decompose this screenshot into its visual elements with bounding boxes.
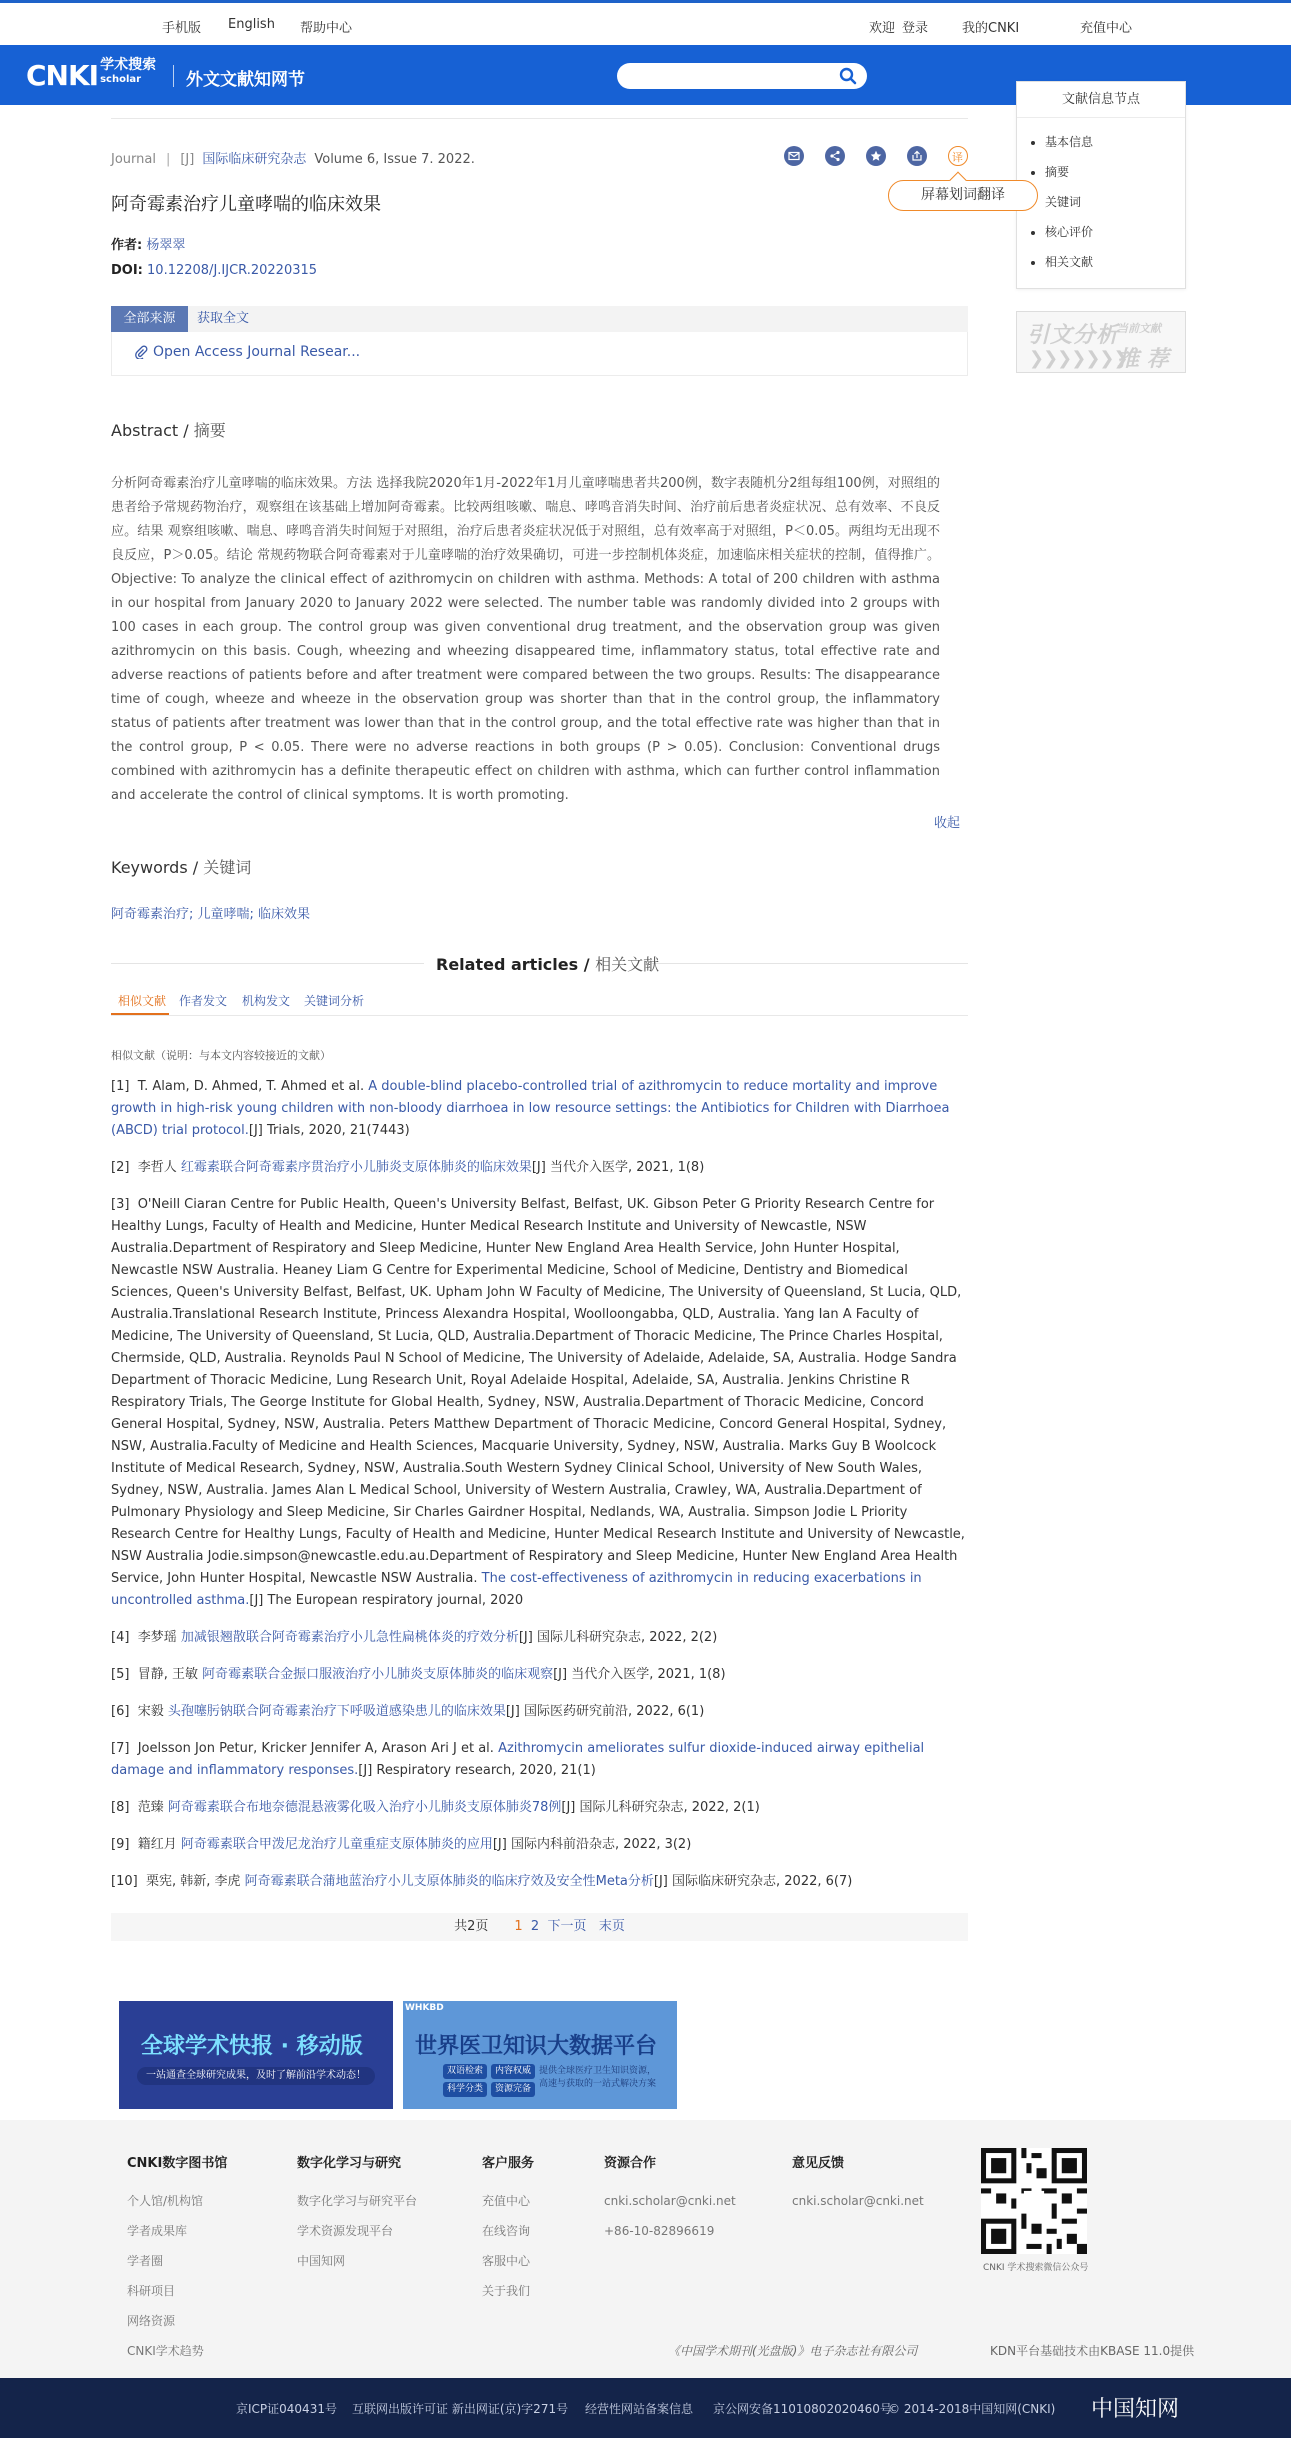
ref-title-link[interactable]: 红霉素联合阿奇霉素序贯治疗小儿肺炎支原体肺炎的临床效果 [180,1160,532,1175]
total-pages: 共2页 [454,1919,489,1934]
export-icon[interactable] [907,146,927,166]
page-1[interactable]: 1 [514,1919,523,1934]
footer-link[interactable]: 关于我们 [482,2284,531,2298]
footer-link: +86-10-82896619 [604,2224,715,2238]
banner2-feature: 内容权威 [491,2064,535,2079]
top-bar [0,3,1291,45]
translate-tooltip: 屏幕划词翻译 [888,180,1038,211]
sidebar-item-related[interactable]: 相关文献 [1031,247,1185,277]
footer-heading: 意见反馈 [792,2156,845,2171]
list-item: [2] 李哲人 红霉素联合阿奇霉素序贯治疗小儿肺炎支原体肺炎的临床效果[J] 当代介入医学, 2021, 1(8) [111,1160,705,1175]
page-2[interactable]: 2 [530,1919,540,1934]
footer-link[interactable]: cnki.scholar@cnki.net [792,2194,924,2208]
similar-note: 相似文献（说明：与本文内容较接近的文献） [111,1049,331,1062]
list-item: [7] Joelsson Jon Petur, Kricker Jennifer A, Arason Ari J et al. Azithromycin ameliorates sulfur dioxide-induced airway epithelial damage and inflammatory responses.[J] Respiratory research, 2020, 21(1) [111,1741,925,1778]
search-icon[interactable] [839,67,857,85]
footer-link[interactable]: 在线咨询 [482,2224,531,2238]
tab-keyword-analysis[interactable]: 关键词分析 [304,994,365,1008]
divider [111,118,968,119]
footer-link[interactable]: 个人馆/机构馆 [127,2194,204,2208]
ref-title-link[interactable]: 加减银翘散联合阿奇霉素治疗小儿急性扁桃体炎的疗效分析 [180,1630,519,1645]
sidebar-item-keywords[interactable]: 关键词 [1031,187,1185,217]
banner2-feature: 科学分类 [443,2082,487,2097]
footer-link[interactable]: 学术资源发现平台 [297,2224,394,2238]
recharge-link[interactable]: 充值中心 [1080,21,1133,36]
footer-heading: 客户服务 [482,2156,535,2171]
ref-title-link[interactable]: 阿奇霉素联合金振口服液治疗小儿肺炎支原体肺炎的临床观察 [202,1667,554,1682]
footer-link[interactable]: 科研项目 [127,2284,176,2298]
active-tab-underline [111,1013,169,1015]
footer-link[interactable]: 充值中心 [482,2194,531,2208]
list-item: [10] 栗宪, 韩新, 李虎 阿奇霉素联合蒲地蓝治疗小儿支原体肺炎的临床疗效及安全性Meta分析[J] 国际临床研究杂志, 2022, 6(7) [111,1874,853,1889]
ref-title-link[interactable]: 头孢噻肟钠联合阿奇霉素治疗下呼吸道感染患儿的临床效果 [167,1704,506,1719]
journal-link[interactable]: 国际临床研究杂志 [202,152,307,167]
citation-recommend-box[interactable] [1016,311,1186,373]
welcome-text: 欢迎 [869,21,896,36]
banner1-title: 全球学术快报 · 移动版 [141,2034,363,2059]
next-page[interactable]: 下一页 [547,1919,587,1934]
cnki-footer-logo: 中国知网 [1091,2397,1180,2422]
source-list [111,332,968,376]
footer-link[interactable]: 数字化学习与研究平台 [297,2194,418,2208]
last-page[interactable]: 末页 [598,1919,625,1934]
abstract-heading: Abstract / 摘要 [111,421,226,440]
icp-text[interactable]: 京ICP证040431号 [236,2402,337,2416]
ref-title-link[interactable]: 阿奇霉素联合布地奈德混悬液雾化吸入治疗小儿肺炎支原体肺炎78例 [167,1800,562,1815]
info-node-sidebar [1016,81,1186,289]
tab-author-papers[interactable]: 作者发文 [179,994,228,1008]
tab-similar[interactable]: 相似文献 [118,994,167,1008]
logo-divider [173,65,174,87]
mobile-link[interactable]: 手机版 [162,21,202,36]
related-divider-right [652,963,968,964]
footer-link[interactable]: 中国知网 [297,2254,346,2268]
rec-title: 引文分析 [1027,323,1120,348]
banner1-subtitle: 一站通查全球研究成果，及时了解前沿学术动态！ [137,2067,375,2085]
cnki-scholar-logo[interactable]: CNKI 学术搜索 scholar [26,57,157,92]
related-heading: Related articles / 相关文献 [436,955,660,974]
list-item: [5] 冒静, 王敏 阿奇霉素联合金振口服液治疗小儿肺炎支原体肺炎的临床观察[J] 当代介入医学, 2021, 1(8) [111,1667,726,1682]
doi-link[interactable]: 10.12208/J.IJCR.20220315 [147,263,318,278]
footer-col-feedback [792,2152,924,2221]
list-item: [8] 范臻 阿奇霉素联合布地奈德混悬液雾化吸入治疗小儿肺炎支原体肺炎78例[J] 国际儿科研究杂志, 2022, 2(1) [111,1800,760,1815]
ref-title-link[interactable]: The cost-effectiveness of azithromycin in reducing exacerbations in uncontrolled asthma. [111,1571,922,1608]
doc-type: Journal [111,152,156,167]
sidebar-item-basic-info[interactable]: 基本信息 [1031,127,1185,157]
footer-link[interactable]: 学者成果库 [127,2224,188,2238]
translate-icon[interactable]: 译 [948,146,968,166]
footer-heading: 数字化学习与研究 [297,2156,402,2171]
reference-list [111,1076,968,1908]
business-text[interactable]: 经营性网站备案信息 [585,2402,694,2416]
banner2-tag: WHKBD [405,2003,444,2013]
pagination [111,1913,968,1941]
footer-link[interactable]: 网络资源 [127,2314,176,2328]
footer-col-cooperation [604,2152,736,2251]
tab-get-fulltext[interactable]: 获取全文 [197,311,250,326]
login-link[interactable]: 登录 [902,21,929,36]
source-item-link[interactable]: Open Access Journal Resear... [153,344,361,360]
doi-line [111,263,317,278]
author-link[interactable]: 杨翠翠 [146,238,186,253]
banner2-desc: 提供全球医疗卫生知识资源，高速与获取的一站式解决方案 [539,2066,657,2089]
email-icon[interactable] [784,146,804,166]
site-footer [0,2120,1291,2378]
meta-separator: | [165,152,171,167]
article-meta [111,148,475,167]
footer-link[interactable]: cnki.scholar@cnki.net [604,2194,736,2208]
list-item: [9] 籍红月 阿奇霉素联合甲泼尼龙治疗儿童重症支原体肺炎的应用[J] 国际内科前沿杂志, 2022, 3(2) [111,1837,692,1852]
footer-link[interactable]: 学者圈 [127,2254,164,2268]
abstract-text: 分析阿奇霉素治疗儿童哮喘的临床效果。方法 选择我院2020年1月-2022年1月儿童哮喘患者共200例，数字表随机分2组每组100例，对照组的患者给予常规药物治疗，观察组在该基础上增加阿奇霉素。比较两组咳嗽、喘息、哮鸣音消失时间、治疗前后患者炎症状况、总有效率、不良反应。结果 观察组咳嗽、喘息、哮鸣音消失时间短于对照组，治疗后患者炎症状况低于对照组，总有效率高于对照组，P＜0.05。两组均无出现不良反应，P＞0.05。结论 常规药物联合阿奇霉素对于儿童哮喘的治疗效果确切，可进一步控制机体炎症，加速临床相关症状的控制，值得推广。Objective: To analyze the clinical effect of azithromycin on children with asthma. Methods: A total of 200 children with asthma in our hospital from January 2020 to January 2022 were selected. The number table was randomly divided into 2 groups with 100 cases in each group. The control group was given conventional drug treatment, and the observation group was given azithromycin on this basis. Cough, wheezing and wheezing disappeared time, inflammatory status, total effective rate and adverse reactions of patients before and after treatment were compared between the two groups. Results: The disappearance time of cough, wheeze and wheeze in the observation group was shorter than that in the control group, the inflammatory status of patients after treatment was lower than that in the control group, and the total effective rate was higher than that in the control group, P < 0.05. There were no adverse reactions in both groups (P > 0.05). Conclusion: Conventional drugs combined with azithromycin has a definite therapeutic effect on children with asthma, which can further control inflammation and accelerate the control of clinical symptoms. It is worth promoting. [111,476,940,803]
ref-title-link[interactable]: Azithromycin ameliorates sulfur dioxide-induced airway epithelial damage and inflammatory responses. [111,1741,925,1778]
help-link[interactable]: 帮助中心 [300,21,353,36]
favorite-star-icon[interactable] [866,146,886,166]
copyright-text: © 2014-2018中国知网(CNKI) [888,2402,1056,2416]
footer-heading: CNKI数字图书馆 [127,2156,228,2171]
doc-type-code: [J] [180,152,195,167]
footer-col-learning [297,2152,417,2281]
list-item: [1] T. Alam, D. Ahmed, T. Ahmed et al. A double-blind placebo-controlled trial of azithromycin to reduce mortality and improve growth in high-risk young children with non-bloody diarrhoea in low resource settings: the Antibiotics for Children with Diarrhoea (ABCD) trial protocol.[J] Trials, 2020, 21(7443) [111,1079,950,1138]
sidebar-item-abstract[interactable]: 摘要 [1031,157,1185,187]
my-cnki-link[interactable]: 我的CNKI [962,21,1020,36]
qr-caption: CNKI 学术搜索微信公众号 [983,2263,1089,2273]
list-item: [6] 宋毅 头孢噻肟钠联合阿奇霉素治疗下呼吸道感染患儿的临床效果[J] 国际医药研究前沿, 2022, 6(1) [111,1704,705,1719]
keywords-links[interactable]: 阿奇霉素治疗; 儿童哮喘; 临床效果 [111,907,311,922]
doi-label: DOI: [111,263,143,278]
tab-institution-papers[interactable]: 机构发文 [242,994,291,1008]
english-link[interactable]: English [228,17,275,32]
ref-title-link[interactable]: 阿奇霉素联合甲泼尼龙治疗儿童重症支原体肺炎的应用 [180,1837,493,1852]
sidebar-item-core-evaluation[interactable]: 核心评价 [1031,217,1185,247]
rec-arrows-icon: ❯❯❯❯❯❯❯ [1029,348,1128,369]
author-line [111,234,185,253]
sidebar-title: 文献信息节点 [1017,82,1185,118]
footer-col-library [127,2152,227,2371]
ref-title-link[interactable]: A double-blind placebo-controlled trial of azithromycin to reduce mortality and improve growth in high-risk young children with non-bloody diarrhoea in low resource settings: the Antibiotics for Children with Diarrhoea (ABCD) trial protocol. [111,1079,950,1138]
list-item: [4] 李梦瑶 加减银翘散联合阿奇霉素治疗小儿急性扁桃体炎的疗效分析[J] 国际儿科研究杂志, 2022, 2(2) [111,1630,718,1645]
site-name: 外文文献知网节 [186,70,305,90]
footer-link[interactable]: CNKI学术趋势 [127,2344,204,2358]
tab-all-sources[interactable]: 全部来源 [111,306,188,332]
kbase-text: KDN平台基础技术由KBASE 11.0提供 [990,2344,1195,2358]
footer-link[interactable]: 客服中心 [482,2254,531,2268]
scholar-express-banner[interactable] [119,2001,393,2109]
ref-title-link[interactable]: 阿奇霉素联合蒲地蓝治疗小儿支原体肺炎的临床疗效及安全性Meta分析 [244,1874,654,1889]
banner2-feature: 双语检索 [443,2064,487,2079]
related-tabs [111,986,968,1016]
banner2-feature: 资源完备 [491,2082,535,2097]
source-tabs [111,306,968,332]
footer-heading: 资源合作 [604,2156,657,2171]
rec-subtitle: 当前文献 [1117,322,1161,335]
attachment-icon [134,345,148,359]
footer-col-service [482,2152,534,2311]
publisher-text: 《中国学术期刊(光盘版)》电子杂志社有限公司 [668,2344,918,2358]
author-label: 作者: [111,238,143,253]
wechat-qr-code [981,2148,1087,2254]
rec-label: 推 荐 [1117,347,1169,372]
bottom-bar [0,2378,1291,2438]
medical-bigdata-banner[interactable] [403,2001,677,2109]
license-text[interactable]: 互联网出版许可证 新出网证(京)字271号 [352,2402,569,2416]
article-title: 阿奇霉素治疗儿童哮喘的临床效果 [111,194,381,215]
related-divider-left [111,963,424,964]
collapse-link[interactable]: 收起 [934,816,961,831]
banner2-title: 世界医卫知识大数据平台 [415,2034,658,2059]
search-input[interactable] [617,63,867,89]
volume-issue: Volume 6, Issue 7. 2022. [314,152,475,167]
list-item: [3] O'Neill Ciaran Centre for Public Health, Queen's University Belfast, Belfast, UK. Gibson Peter G Priority Research Centre for Healthy Lungs, Faculty of Health and Medicine, Hunter Medical Research Institute and University of Newcastle, NSW Australia.Department of Respiratory and Sleep Medicine, Hunter New England Area Health Service, John Hunter Hospital, Newcastle NSW Australia. Heaney Liam G Centre for Experimental Medicine, School of Medicine, Dentistry and Biomedical Sciences, Queen's University Belfast, Belfast, UK. Upham John W Faculty of Medicine, The University of Queensland, St Lucia, QLD, Australia.Translational Research Institute, Princess Alexandra Hospital, Woolloongabba, QLD, Australia. Yang Ian A Faculty of Medicine, The University of Queensland, St Lucia, QLD, Australia.Department of Thoracic Medicine, The Prince Charles Hospital, Chermside, QLD, Australia. Reynolds Paul N School of Medicine, The University of Adelaide, Adelaide, SA, Australia. Hodge Sandra Department of Thoracic Medicine, Lung Research Unit, Royal Adelaide Hospital, Adelaide, SA, Australia. Jenkins Christine R Respiratory Trials, The George Institute for Global Health, Sydney, NSW, Australia.Department of Thoracic Medicine, Concord General Hospital, Sydney, NSW, Australia. Peters Matthew Department of Thoracic Medicine, Concord General Hospital, Sydney, NSW, Australia.Faculty of Medicine and Health Sciences, Macquarie University, Sydney, NSW, Australia. Marks Guy B Woolcock Institute of Medical Research, Sydney, NSW, Australia.South Western Sydney Clinical School, University of New South Wales, Sydney, NSW, Australia. James Alan L Medical School, University of Western Australia, Crawley, WA, Australia.Department of Pulmonary Physiology and Sleep Medicine, Sir Charles Gairdner Hospital, Nedlands, WA, Australia. Simpson Jodie L Priority Research Centre for Healthy Lungs, Faculty of Health and Medicine, Hunter Medical Research Institute and University of Newcastle, NSW Australia Jodie.simpson@newcastle.edu.au.Department of Respiratory and Sleep Medicine, Hunter New England Area Health Service, John Hunter Hospital, Newcastle NSW Australia. The cost-effectiveness of azithromycin in reducing exacerbations in uncontrolled asthma.[J] The European respiratory journal, 2020 [111,1197,965,1608]
keywords-heading: Keywords / 关键词 [111,858,252,877]
share-icon[interactable] [825,146,845,166]
police-text[interactable]: 京公网安备11010802020460号 [713,2402,892,2416]
